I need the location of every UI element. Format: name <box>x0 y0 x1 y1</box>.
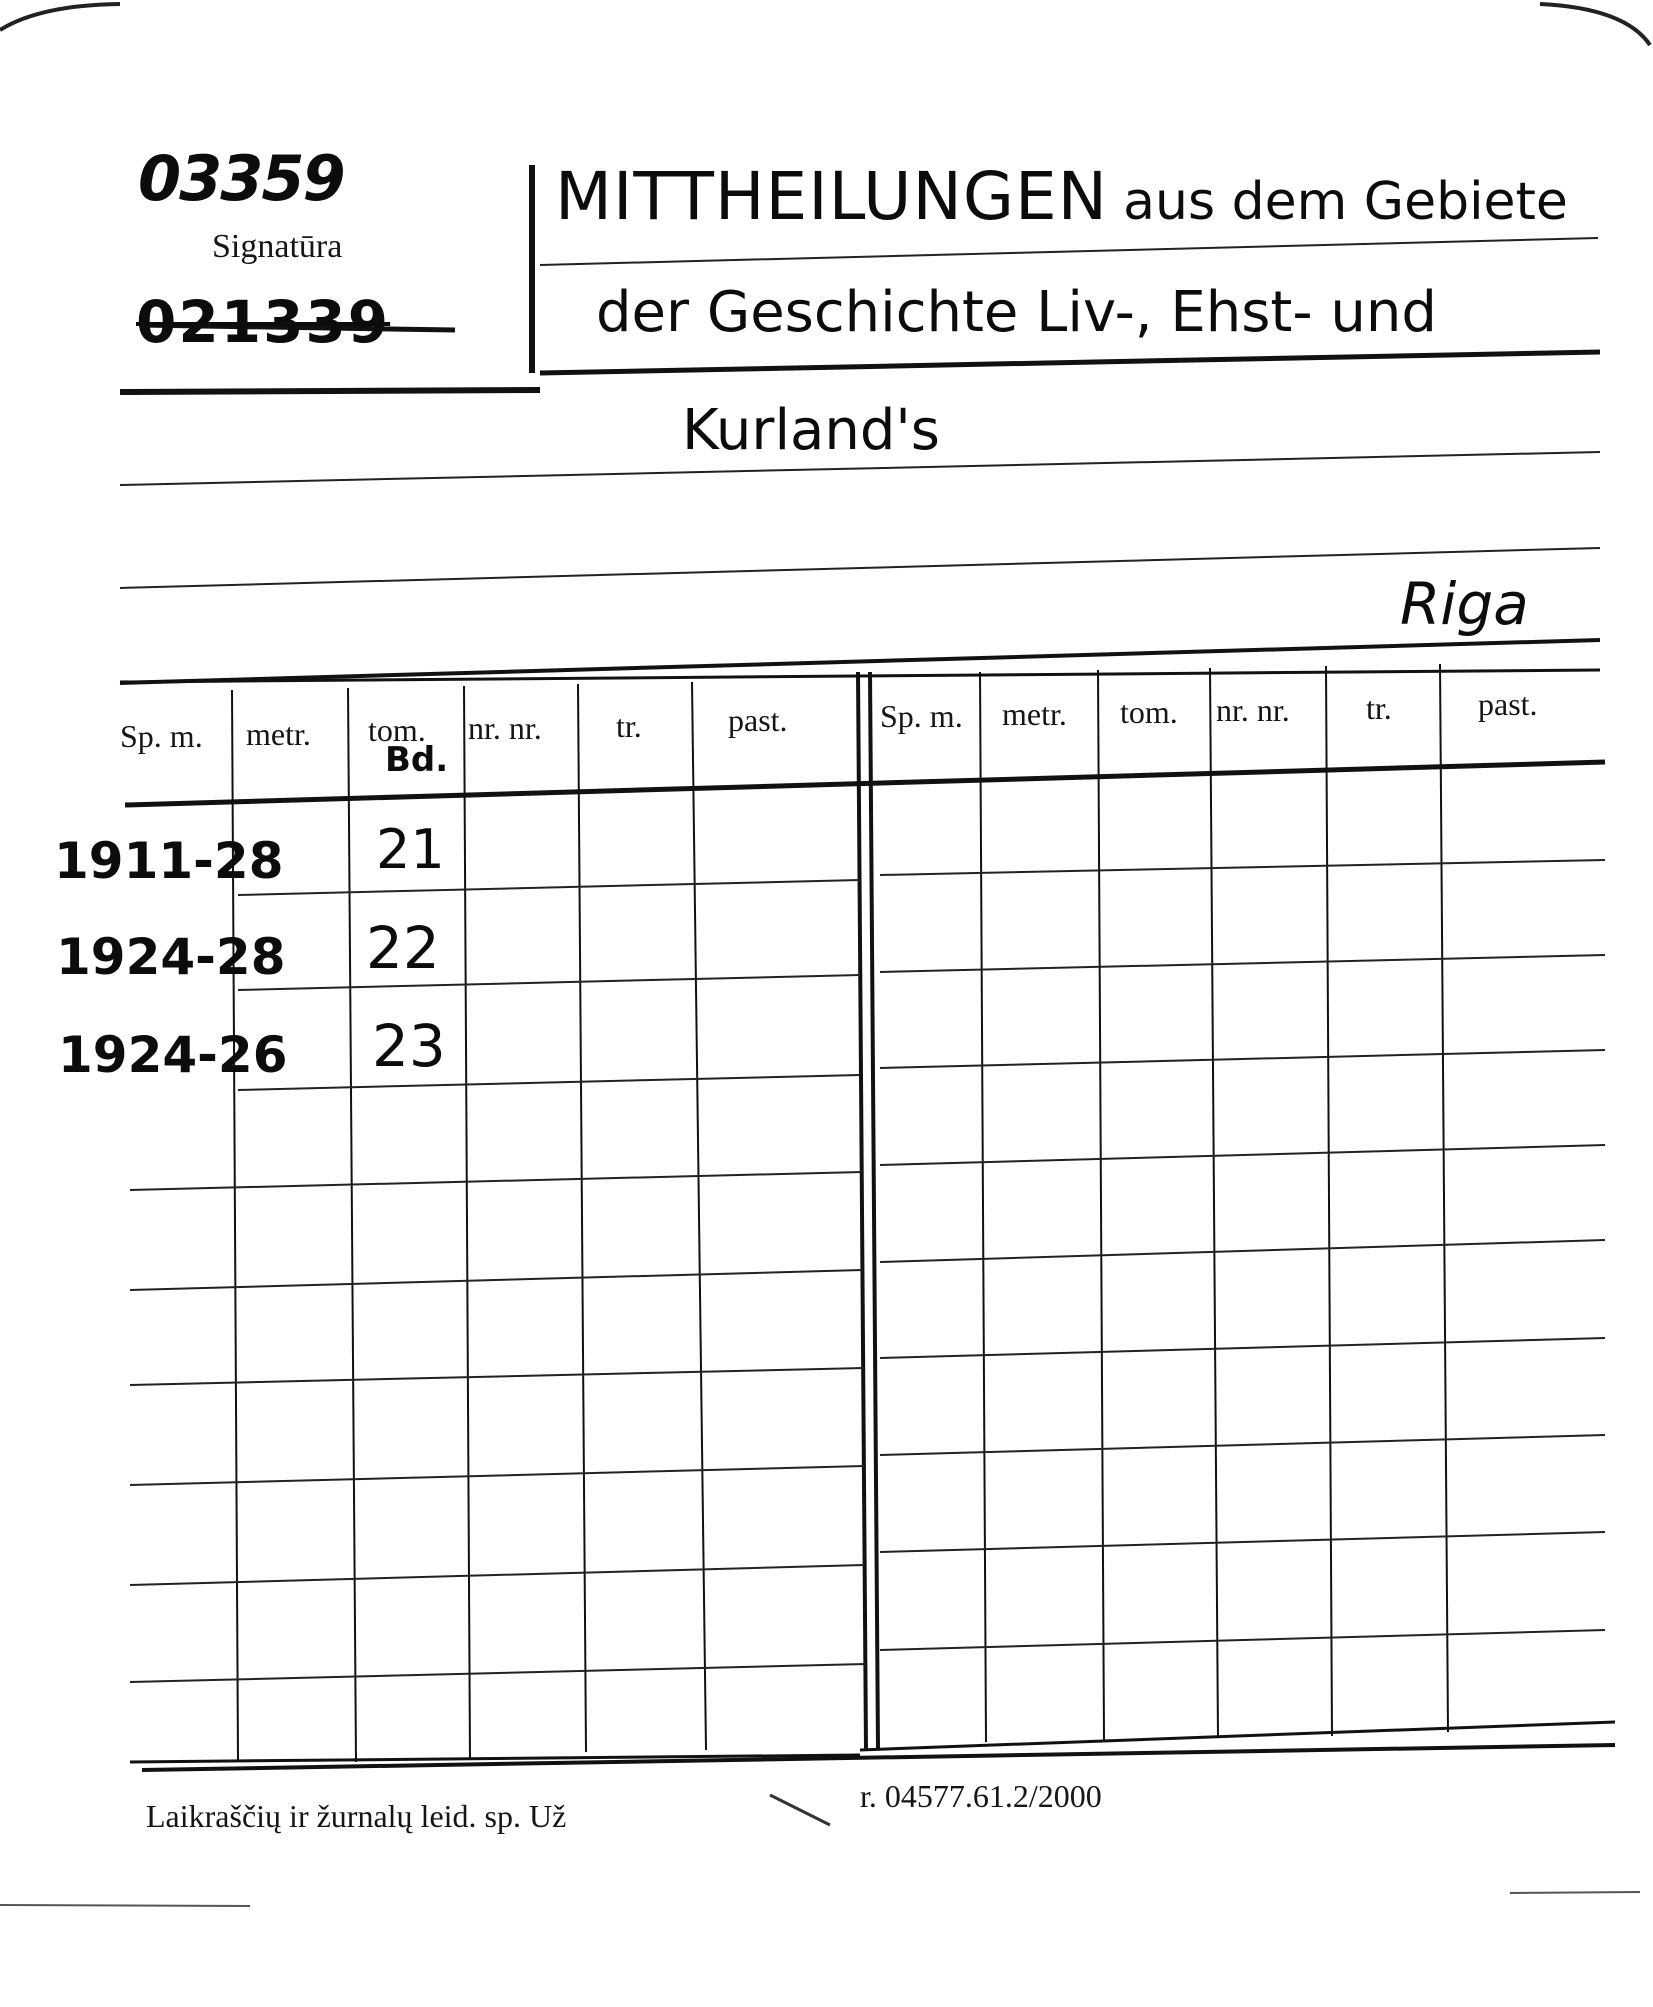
card-edge-top-left <box>0 4 120 30</box>
title-line-2: der Geschichte Liv-, Ehst- und <box>596 280 1437 345</box>
row-2-volume: 22 <box>366 914 440 982</box>
header-right-tom: tom. <box>1120 694 1178 730</box>
card-edge-top-right <box>1540 4 1650 45</box>
footer-print-info-left: Laikraščių ir žurnalų leid. sp. Už <box>146 1798 567 1834</box>
header-left-sp-m: Sp. m. <box>120 718 203 754</box>
title-line-1 <box>555 158 1568 235</box>
title-rest: aus dem Gebiete <box>1123 172 1568 232</box>
card-bottom-edge <box>0 1905 250 1906</box>
middle-double-rule-b <box>870 672 878 1750</box>
signature-number: 03359 <box>138 142 344 215</box>
title-line-3: Kurland's <box>682 398 940 463</box>
row-1-volume: 21 <box>376 818 445 881</box>
header-left-nr-nr: nr. nr. <box>468 710 542 746</box>
header-left-tr: tr. <box>616 708 642 744</box>
title-rule-1 <box>540 238 1598 265</box>
old-signature: 021339 <box>136 288 391 356</box>
header-right-sp-m: Sp. m. <box>880 698 963 734</box>
header-left-tom: tom. <box>368 712 426 748</box>
header-right-nr-nr: nr. nr. <box>1216 692 1290 728</box>
row-2-years: 1924-28 <box>56 928 286 986</box>
header-left-tom-correction: Bd. <box>385 740 449 780</box>
row-1-years: 1911-28 <box>54 832 284 890</box>
middle-double-rule-a <box>858 672 866 1750</box>
header-right-tr: tr. <box>1366 690 1392 726</box>
row-3-volume: 23 <box>372 1012 446 1080</box>
title-rule-4 <box>120 548 1600 588</box>
footer-print-info-right: r. 04577.61.2/2000 <box>860 1778 1102 1814</box>
title-rule-2 <box>540 352 1600 373</box>
signature-label: Signatūra <box>212 228 343 265</box>
row-rules-right <box>880 860 1605 1650</box>
header-right-metr: metr. <box>1002 696 1067 732</box>
title-caps: MITTHEILUNGEN <box>555 158 1109 235</box>
row-3-years: 1924-26 <box>58 1026 288 1084</box>
place-of-publication: Riga <box>1400 570 1529 638</box>
table-header-rule <box>125 762 1605 805</box>
tear-mark <box>770 1795 830 1825</box>
header-right-past: past. <box>1478 686 1538 722</box>
header-left-past: past. <box>728 702 788 738</box>
header-thick-rule <box>120 390 540 392</box>
row-rules-left <box>130 880 866 1682</box>
header-left-metr: metr. <box>246 716 311 752</box>
